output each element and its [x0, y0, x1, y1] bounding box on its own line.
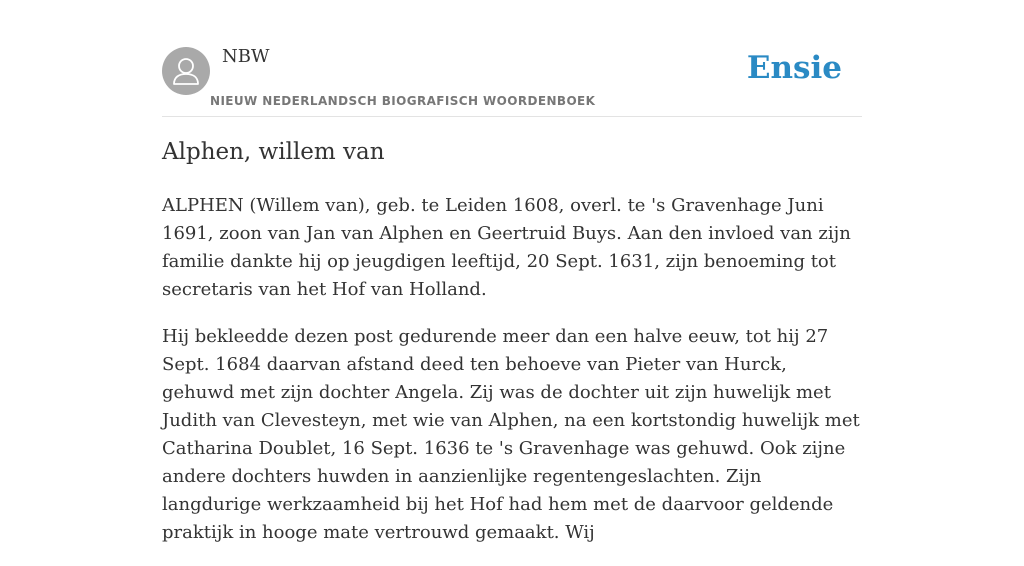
source-name[interactable]: NBW — [222, 46, 270, 67]
source-full-name: NIEUW NEDERLANDSCH BIOGRAFISCH WOORDENBOEK — [210, 94, 596, 108]
article-title: Alphen, willem van — [162, 139, 385, 165]
source-header — [162, 0, 862, 117]
article-paragraph: ALPHEN (Willem van), geb. te Leiden 1608, overl. te 's Gravenhage Juni 1691, zoon van Jan van Alphen en Geertruid Buys. Aan den invloed van zijn familie dankte hij op jeugdigen leeftijd, 20 Sept. 1631, zijn benoeming tot secretaris van het Hof van Holland. — [162, 195, 851, 300]
person-icon — [162, 47, 210, 95]
article-body — [162, 192, 862, 566]
article-paragraph: Hij bekleedde dezen post gedurende meer dan een halve eeuw, tot hij 27 Sept. 1684 daarvan afstand deed ten behoeve van Pieter van Hurck, gehuwd met zijn dochter Angela. Zij was de dochter uit zijn huwelijk met Judith van Clevesteyn, met wie van Alphen, na een kortstondig huwelijk met Catharina Doublet, 16 Sept. 1636 te 's Gravenhage was gehuwd. Ook zijne andere dochters huwden in aanzienlijke regentengeslachten. Zijn langdurige werkzaamheid bij het Hof had hem met de daarvoor geldende praktijk in hooge mate vertrouwd gemaakt. Wij — [162, 326, 860, 543]
ensie-logo[interactable]: Ensie — [746, 50, 842, 86]
avatar[interactable] — [162, 47, 210, 95]
